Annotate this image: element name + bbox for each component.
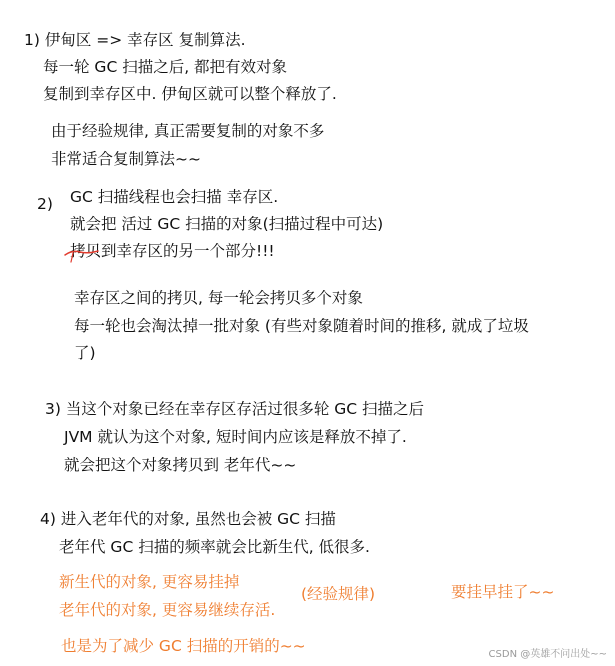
section-1-note-line-2: 非常适合复制算法~~ <box>51 150 201 168</box>
csdn-watermark: CSDN @英雄不问出处~~ <box>488 649 607 660</box>
section-4-line-1: 4) 进入老年代的对象, 虽然也会被 GC 扫描 <box>40 510 336 528</box>
section-2-line-5: 每一轮也会淘汰掉一批对象 (有些对象随着时间的推移, 就成了垃圾 <box>74 317 529 335</box>
section-2-line-4: 幸存区之间的拷贝, 每一轮会拷贝多个对象 <box>74 289 363 307</box>
section-3-line-2: JVM 就认为这个对象, 短时间内应该是释放不掉了. <box>64 428 407 446</box>
note-die-early: 要挂早挂了~~ <box>451 583 555 601</box>
note-experience-rule: (经验规律) <box>301 585 376 603</box>
section-2-line-2: 就会把 活过 GC 扫描的对象(扫描过程中可达) <box>70 215 384 233</box>
section-3-line-3: 就会把这个对象拷贝到 老年代~~ <box>64 456 297 474</box>
section-1-line-2: 每一轮 GC 扫描之后, 都把有效对象 <box>43 58 288 76</box>
note-old-generation: 老年代的对象, 更容易继续存活. <box>59 601 276 619</box>
section-1-note-line-1: 由于经验规律, 真正需要复制的对象不多 <box>51 122 325 140</box>
section-2-line-1: GC 扫描线程也会扫描 幸存区. <box>70 188 279 206</box>
section-2-line-6: 了) <box>74 344 96 362</box>
section-1-line-1: 1) 伊甸区 => 幸存区 复制算法. <box>24 31 246 49</box>
section-4-line-2: 老年代 GC 扫描的频率就会比新生代, 低很多. <box>59 538 370 556</box>
section-1-line-3: 复制到幸存区中. 伊甸区就可以整个释放了. <box>43 85 337 103</box>
note-summary: 也是为了减少 GC 扫描的开销的~~ <box>61 637 306 655</box>
section-2-number: 2) <box>37 195 53 213</box>
section-2-line-3: 拷贝到幸存区的另一个部分!!! <box>70 242 275 260</box>
note-young-generation: 新生代的对象, 更容易挂掉 <box>59 573 240 591</box>
section-3-line-1: 3) 当这个对象已经在幸存区存活过很多轮 GC 扫描之后 <box>45 400 425 418</box>
